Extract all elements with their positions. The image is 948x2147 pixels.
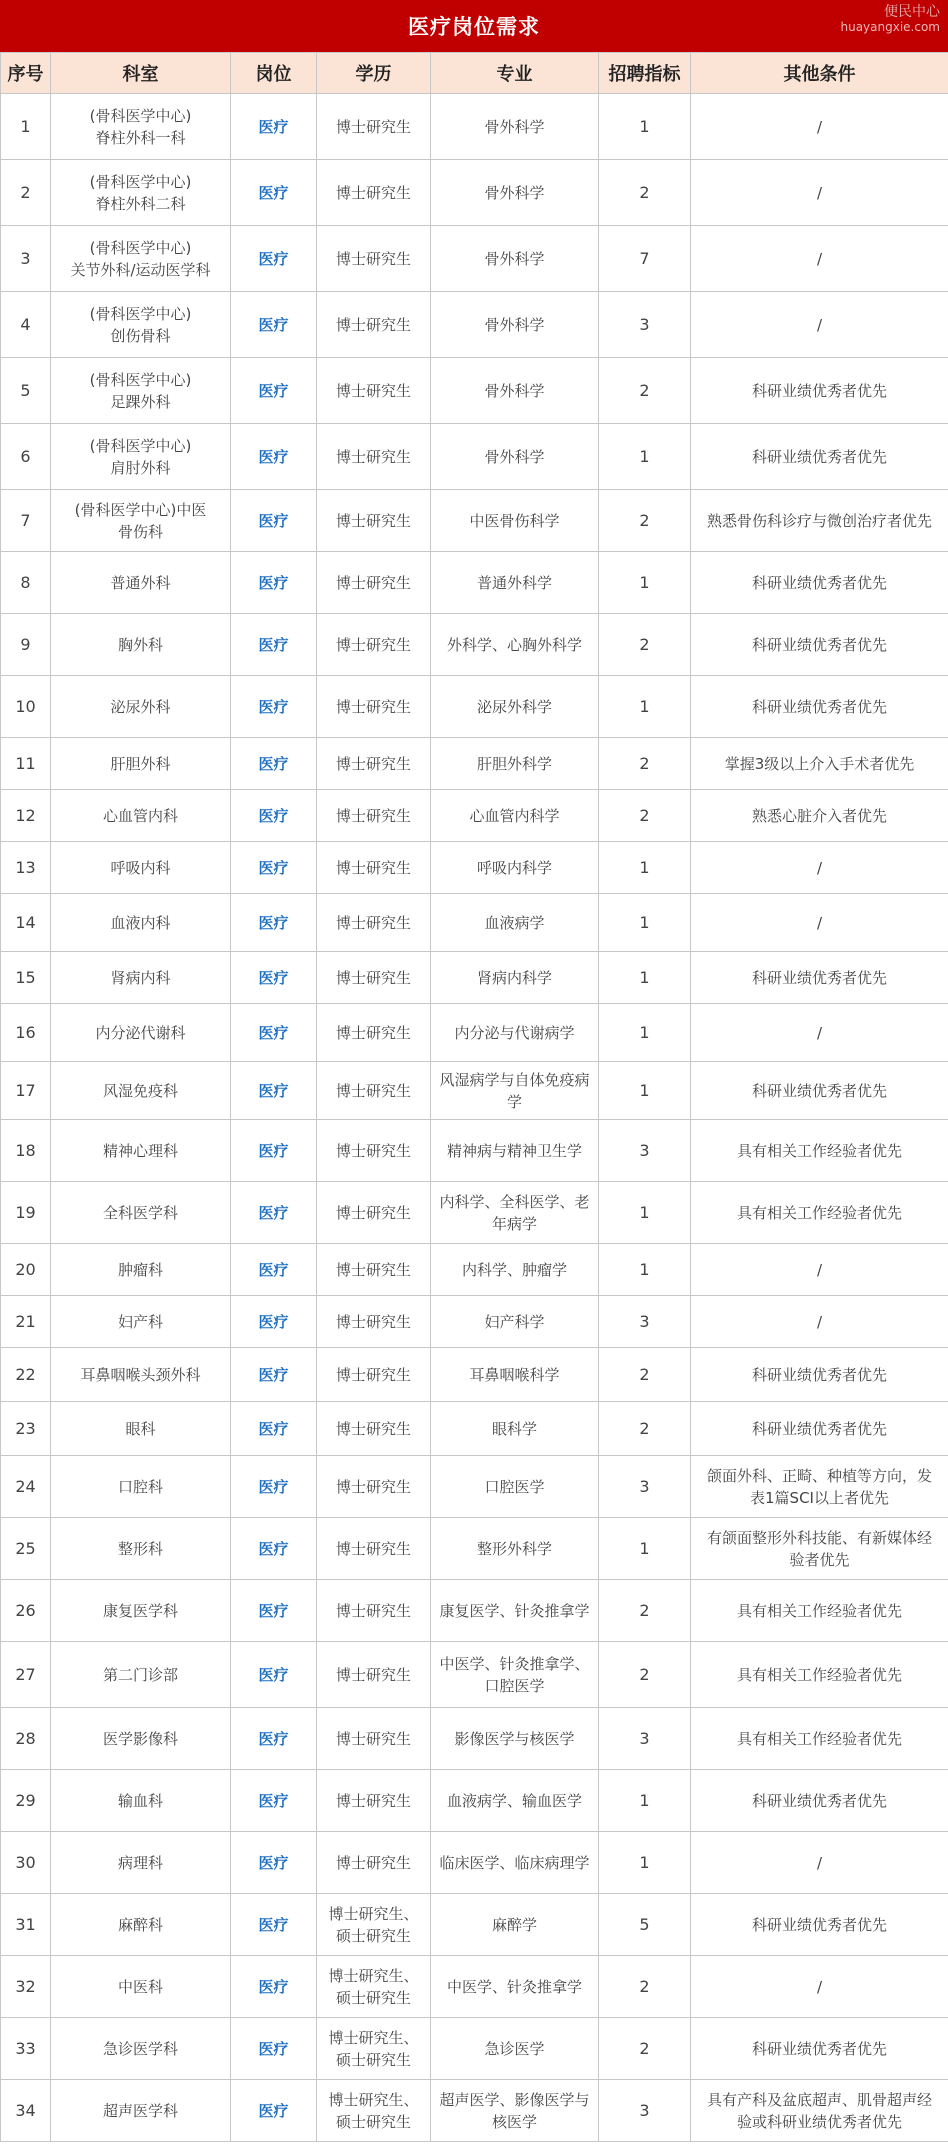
cell-major: 血液病学、输血医学	[431, 1770, 599, 1832]
cell-no: 33	[1, 2018, 51, 2080]
cell-dept: 胸外科	[51, 614, 231, 676]
cell-edu: 博士研究生	[317, 952, 431, 1004]
cell-quota: 2	[599, 1642, 691, 1708]
cell-quota: 1	[599, 1770, 691, 1832]
table-row	[1, 552, 948, 614]
cell-post: 医疗	[231, 1348, 317, 1402]
cell-quota: 2	[599, 790, 691, 842]
cell-no: 19	[1, 1182, 51, 1244]
cell-post: 医疗	[231, 292, 317, 358]
cell-no: 2	[1, 160, 51, 226]
cell-quota: 3	[599, 1708, 691, 1770]
cell-cond: 颌面外科、正畸、种植等方向，发 表1篇SCI以上者优先	[691, 1456, 948, 1518]
cell-no: 29	[1, 1770, 51, 1832]
cell-edu: 博士研究生	[317, 1456, 431, 1518]
cell-no: 23	[1, 1402, 51, 1456]
cell-no: 26	[1, 1580, 51, 1642]
table-row	[1, 226, 948, 292]
cell-cond: 熟悉心脏介入者优先	[691, 790, 948, 842]
cell-quota: 3	[599, 1456, 691, 1518]
cell-cond: 掌握3级以上介入手术者优先	[691, 738, 948, 790]
cell-post: 医疗	[231, 94, 317, 160]
cell-major: 骨外科学	[431, 424, 599, 490]
cell-post: 医疗	[231, 2080, 317, 2142]
table-row	[1, 292, 948, 358]
cell-major: 血液病学	[431, 894, 599, 952]
cell-post: 医疗	[231, 358, 317, 424]
cell-post: 医疗	[231, 1120, 317, 1182]
watermark	[840, 5, 940, 35]
cell-major: 口腔医学	[431, 1456, 599, 1518]
table-row	[1, 1120, 948, 1182]
cell-edu: 博士研究生、 硕士研究生	[317, 1894, 431, 1956]
cell-edu: 博士研究生	[317, 1182, 431, 1244]
cell-post: 医疗	[231, 676, 317, 738]
cell-edu: 博士研究生	[317, 842, 431, 894]
cell-post: 医疗	[231, 738, 317, 790]
table-row	[1, 94, 948, 160]
cell-no: 4	[1, 292, 51, 358]
cell-dept: 妇产科	[51, 1296, 231, 1348]
cell-edu: 博士研究生	[317, 94, 431, 160]
table-row	[1, 1456, 948, 1518]
table-row	[1, 1832, 948, 1894]
cell-edu: 博士研究生	[317, 552, 431, 614]
cell-quota: 2	[599, 2018, 691, 2080]
cell-cond: /	[691, 1244, 948, 1296]
cell-dept: 麻醉科	[51, 1894, 231, 1956]
col-header-cond: 其他条件	[691, 53, 948, 94]
cell-quota: 3	[599, 292, 691, 358]
cell-post: 医疗	[231, 1004, 317, 1062]
table-row	[1, 490, 948, 552]
col-header-quota: 招聘指标	[599, 53, 691, 94]
table-row	[1, 2080, 948, 2142]
cell-dept: 血液内科	[51, 894, 231, 952]
cell-major: 妇产科学	[431, 1296, 599, 1348]
cell-dept: 肿瘤科	[51, 1244, 231, 1296]
cell-cond: 具有相关工作经验者优先	[691, 1580, 948, 1642]
table-row	[1, 676, 948, 738]
cell-major: 心血管内科学	[431, 790, 599, 842]
cell-cond: 科研业绩优秀者优先	[691, 676, 948, 738]
cell-no: 32	[1, 1956, 51, 2018]
cell-cond: /	[691, 1956, 948, 2018]
cell-dept: 康复医学科	[51, 1580, 231, 1642]
cell-edu: 博士研究生	[317, 424, 431, 490]
cell-no: 16	[1, 1004, 51, 1062]
cell-dept: 整形科	[51, 1518, 231, 1580]
cell-edu: 博士研究生	[317, 1580, 431, 1642]
cell-major: 呼吸内科学	[431, 842, 599, 894]
cell-post: 医疗	[231, 1244, 317, 1296]
cell-no: 18	[1, 1120, 51, 1182]
cell-dept: 泌尿外科	[51, 676, 231, 738]
cell-major: 骨外科学	[431, 226, 599, 292]
cell-cond: 科研业绩优秀者优先	[691, 424, 948, 490]
cell-cond: 科研业绩优秀者优先	[691, 2018, 948, 2080]
cell-no: 5	[1, 358, 51, 424]
cell-major: 精神病与精神卫生学	[431, 1120, 599, 1182]
cell-dept: 内分泌代谢科	[51, 1004, 231, 1062]
title-bar	[0, 0, 948, 52]
cell-dept: 第二门诊部	[51, 1642, 231, 1708]
cell-major: 影像医学与核医学	[431, 1708, 599, 1770]
cell-quota: 1	[599, 1004, 691, 1062]
cell-cond: 具有相关工作经验者优先	[691, 1708, 948, 1770]
cell-dept: 肾病内科	[51, 952, 231, 1004]
cell-no: 1	[1, 94, 51, 160]
cell-no: 11	[1, 738, 51, 790]
page-title: 医疗岗位需求	[408, 15, 540, 39]
cell-cond: 科研业绩优秀者优先	[691, 614, 948, 676]
cell-post: 医疗	[231, 424, 317, 490]
cell-major: 耳鼻咽喉科学	[431, 1348, 599, 1402]
cell-dept: 全科医学科	[51, 1182, 231, 1244]
cell-cond: 科研业绩优秀者优先	[691, 1402, 948, 1456]
cell-cond: 科研业绩优秀者优先	[691, 552, 948, 614]
cell-dept: 输血科	[51, 1770, 231, 1832]
cell-cond: 具有相关工作经验者优先	[691, 1182, 948, 1244]
table-row	[1, 160, 948, 226]
cell-edu: 博士研究生	[317, 490, 431, 552]
cell-cond: /	[691, 1832, 948, 1894]
cell-major: 康复医学、针灸推拿学	[431, 1580, 599, 1642]
table-row	[1, 894, 948, 952]
cell-edu: 博士研究生	[317, 1832, 431, 1894]
cell-no: 13	[1, 842, 51, 894]
cell-quota: 1	[599, 676, 691, 738]
cell-major: 外科学、心胸外科学	[431, 614, 599, 676]
cell-quota: 7	[599, 226, 691, 292]
cell-edu: 博士研究生	[317, 1244, 431, 1296]
cell-dept: 耳鼻咽喉头颈外科	[51, 1348, 231, 1402]
cell-major: 肾病内科学	[431, 952, 599, 1004]
cell-no: 20	[1, 1244, 51, 1296]
cell-dept: 急诊医学科	[51, 2018, 231, 2080]
cell-edu: 博士研究生	[317, 292, 431, 358]
cell-dept: 超声医学科	[51, 2080, 231, 2142]
cell-quota: 1	[599, 842, 691, 894]
cell-quota: 1	[599, 1182, 691, 1244]
cell-edu: 博士研究生	[317, 160, 431, 226]
cell-quota: 2	[599, 160, 691, 226]
cell-post: 医疗	[231, 1832, 317, 1894]
cell-no: 7	[1, 490, 51, 552]
cell-quota: 2	[599, 614, 691, 676]
cell-edu: 博士研究生	[317, 738, 431, 790]
cell-post: 医疗	[231, 1182, 317, 1244]
cell-no: 15	[1, 952, 51, 1004]
table-row	[1, 1348, 948, 1402]
cell-post: 医疗	[231, 1642, 317, 1708]
watermark-cn: 便民中心	[884, 4, 940, 20]
cell-no: 34	[1, 2080, 51, 2142]
cell-dept: 风湿免疫科	[51, 1062, 231, 1120]
cell-cond: /	[691, 226, 948, 292]
cell-cond: 科研业绩优秀者优先	[691, 1062, 948, 1120]
cell-cond: 具有相关工作经验者优先	[691, 1120, 948, 1182]
col-header-no: 序号	[1, 53, 51, 94]
cell-edu: 博士研究生	[317, 1004, 431, 1062]
cell-edu: 博士研究生	[317, 790, 431, 842]
table-row	[1, 1296, 948, 1348]
cell-edu: 博士研究生、 硕士研究生	[317, 2018, 431, 2080]
cell-no: 12	[1, 790, 51, 842]
table-row	[1, 1402, 948, 1456]
cell-major: 眼科学	[431, 1402, 599, 1456]
cell-major: 普通外科学	[431, 552, 599, 614]
cell-dept: (骨科医学中心) 足踝外科	[51, 358, 231, 424]
cell-edu: 博士研究生	[317, 894, 431, 952]
cell-post: 医疗	[231, 1456, 317, 1518]
cell-post: 医疗	[231, 1296, 317, 1348]
cell-edu: 博士研究生	[317, 1518, 431, 1580]
cell-major: 骨外科学	[431, 94, 599, 160]
cell-dept: (骨科医学中心) 脊柱外科一科	[51, 94, 231, 160]
cell-no: 24	[1, 1456, 51, 1518]
cell-no: 28	[1, 1708, 51, 1770]
cell-major: 内分泌与代谢病学	[431, 1004, 599, 1062]
cell-edu: 博士研究生	[317, 226, 431, 292]
cell-edu: 博士研究生、 硕士研究生	[317, 2080, 431, 2142]
table-row	[1, 952, 948, 1004]
cell-major: 内科学、全科医学、老 年病学	[431, 1182, 599, 1244]
cell-quota: 2	[599, 1402, 691, 1456]
cell-quota: 5	[599, 1894, 691, 1956]
cell-cond: 科研业绩优秀者优先	[691, 358, 948, 424]
cell-quota: 2	[599, 738, 691, 790]
cell-no: 22	[1, 1348, 51, 1402]
table-row	[1, 1956, 948, 2018]
cell-dept: 中医科	[51, 1956, 231, 2018]
cell-edu: 博士研究生	[317, 1402, 431, 1456]
cell-post: 医疗	[231, 614, 317, 676]
cell-major: 风湿病学与自体免疫病 学	[431, 1062, 599, 1120]
cell-post: 医疗	[231, 1402, 317, 1456]
cell-cond: /	[691, 894, 948, 952]
cell-major: 中医骨伤科学	[431, 490, 599, 552]
watermark-url: huayangxie.com	[840, 20, 940, 34]
cell-dept: (骨科医学中心)中医 骨伤科	[51, 490, 231, 552]
cell-quota: 1	[599, 1832, 691, 1894]
table-row	[1, 1004, 948, 1062]
col-header-major: 专业	[431, 53, 599, 94]
cell-cond: /	[691, 160, 948, 226]
cell-cond: 熟悉骨伤科诊疗与微创治疗者优先	[691, 490, 948, 552]
table-row	[1, 842, 948, 894]
cell-major: 超声医学、影像医学与 核医学	[431, 2080, 599, 2142]
cell-dept: 心血管内科	[51, 790, 231, 842]
cell-quota: 3	[599, 1120, 691, 1182]
cell-post: 医疗	[231, 2018, 317, 2080]
cell-major: 肝胆外科学	[431, 738, 599, 790]
cell-no: 17	[1, 1062, 51, 1120]
cell-edu: 博士研究生	[317, 1708, 431, 1770]
cell-cond: 有颌面整形外科技能、有新媒体经 验者优先	[691, 1518, 948, 1580]
cell-edu: 博士研究生	[317, 1062, 431, 1120]
cell-edu: 博士研究生	[317, 358, 431, 424]
cell-post: 医疗	[231, 1956, 317, 2018]
cell-cond: /	[691, 94, 948, 160]
cell-dept: (骨科医学中心) 创伤骨科	[51, 292, 231, 358]
cell-post: 医疗	[231, 1708, 317, 1770]
cell-major: 整形外科学	[431, 1518, 599, 1580]
cell-dept: 眼科	[51, 1402, 231, 1456]
cell-cond: 具有相关工作经验者优先	[691, 1642, 948, 1708]
cell-quota: 2	[599, 1956, 691, 2018]
table-row	[1, 1244, 948, 1296]
cell-edu: 博士研究生	[317, 614, 431, 676]
cell-cond: 科研业绩优秀者优先	[691, 1770, 948, 1832]
cell-dept: 病理科	[51, 1832, 231, 1894]
cell-major: 麻醉学	[431, 1894, 599, 1956]
cell-quota: 3	[599, 2080, 691, 2142]
cell-no: 9	[1, 614, 51, 676]
cell-dept: (骨科医学中心) 关节外科/运动医学科	[51, 226, 231, 292]
cell-post: 医疗	[231, 1518, 317, 1580]
table-row	[1, 1580, 948, 1642]
cell-major: 骨外科学	[431, 292, 599, 358]
cell-major: 骨外科学	[431, 358, 599, 424]
table-row	[1, 1518, 948, 1580]
cell-no: 10	[1, 676, 51, 738]
cell-dept: (骨科医学中心) 脊柱外科二科	[51, 160, 231, 226]
cell-cond: /	[691, 292, 948, 358]
table-row	[1, 1708, 948, 1770]
cell-no: 21	[1, 1296, 51, 1348]
table-row	[1, 1062, 948, 1120]
cell-edu: 博士研究生	[317, 1642, 431, 1708]
col-header-edu: 学历	[317, 53, 431, 94]
cell-cond: /	[691, 1004, 948, 1062]
table-row	[1, 1894, 948, 1956]
table-row	[1, 790, 948, 842]
table-row	[1, 1770, 948, 1832]
cell-quota: 1	[599, 94, 691, 160]
cell-post: 医疗	[231, 842, 317, 894]
cell-quota: 1	[599, 894, 691, 952]
cell-cond: 具有产科及盆底超声、肌骨超声经 验或科研业绩优秀者优先	[691, 2080, 948, 2142]
table-row	[1, 1642, 948, 1708]
cell-quota: 2	[599, 490, 691, 552]
cell-major: 骨外科学	[431, 160, 599, 226]
cell-quota: 2	[599, 1348, 691, 1402]
cell-no: 31	[1, 1894, 51, 1956]
cell-edu: 博士研究生	[317, 1348, 431, 1402]
table-row	[1, 424, 948, 490]
cell-dept: 口腔科	[51, 1456, 231, 1518]
table-body	[1, 94, 948, 2142]
table-row	[1, 2018, 948, 2080]
table-row	[1, 358, 948, 424]
cell-edu: 博士研究生	[317, 1296, 431, 1348]
cell-post: 医疗	[231, 1770, 317, 1832]
cell-post: 医疗	[231, 1894, 317, 1956]
cell-cond: /	[691, 842, 948, 894]
cell-edu: 博士研究生	[317, 1770, 431, 1832]
table-row	[1, 1182, 948, 1244]
cell-quota: 2	[599, 358, 691, 424]
cell-dept: (骨科医学中心) 肩肘外科	[51, 424, 231, 490]
cell-quota: 2	[599, 1580, 691, 1642]
cell-no: 14	[1, 894, 51, 952]
cell-major: 泌尿外科学	[431, 676, 599, 738]
cell-cond: /	[691, 1296, 948, 1348]
cell-post: 医疗	[231, 894, 317, 952]
table-row	[1, 738, 948, 790]
cell-quota: 1	[599, 1518, 691, 1580]
cell-dept: 医学影像科	[51, 1708, 231, 1770]
header-row	[1, 53, 948, 94]
cell-edu: 博士研究生	[317, 1120, 431, 1182]
cell-edu: 博士研究生、 硕士研究生	[317, 1956, 431, 2018]
cell-major: 中医学、针灸推拿学	[431, 1956, 599, 2018]
cell-dept: 肝胆外科	[51, 738, 231, 790]
cell-post: 医疗	[231, 1062, 317, 1120]
cell-no: 6	[1, 424, 51, 490]
cell-no: 27	[1, 1642, 51, 1708]
col-header-dept: 科室	[51, 53, 231, 94]
cell-quota: 1	[599, 1244, 691, 1296]
cell-quota: 3	[599, 1296, 691, 1348]
cell-quota: 1	[599, 1062, 691, 1120]
cell-major: 临床医学、临床病理学	[431, 1832, 599, 1894]
cell-cond: 科研业绩优秀者优先	[691, 1894, 948, 1956]
cell-major: 急诊医学	[431, 2018, 599, 2080]
cell-major: 内科学、肿瘤学	[431, 1244, 599, 1296]
cell-quota: 1	[599, 552, 691, 614]
cell-quota: 1	[599, 952, 691, 1004]
cell-post: 医疗	[231, 952, 317, 1004]
cell-cond: 科研业绩优秀者优先	[691, 952, 948, 1004]
cell-post: 医疗	[231, 226, 317, 292]
cell-cond: 科研业绩优秀者优先	[691, 1348, 948, 1402]
cell-dept: 呼吸内科	[51, 842, 231, 894]
cell-dept: 普通外科	[51, 552, 231, 614]
cell-quota: 1	[599, 424, 691, 490]
cell-no: 25	[1, 1518, 51, 1580]
cell-post: 医疗	[231, 160, 317, 226]
table-row	[1, 614, 948, 676]
cell-no: 8	[1, 552, 51, 614]
cell-edu: 博士研究生	[317, 676, 431, 738]
cell-post: 医疗	[231, 552, 317, 614]
cell-post: 医疗	[231, 490, 317, 552]
col-header-post: 岗位	[231, 53, 317, 94]
recruitment-table	[0, 52, 948, 2142]
cell-post: 医疗	[231, 1580, 317, 1642]
cell-major: 中医学、针灸推拿学、 口腔医学	[431, 1642, 599, 1708]
cell-no: 3	[1, 226, 51, 292]
cell-dept: 精神心理科	[51, 1120, 231, 1182]
cell-no: 30	[1, 1832, 51, 1894]
cell-post: 医疗	[231, 790, 317, 842]
